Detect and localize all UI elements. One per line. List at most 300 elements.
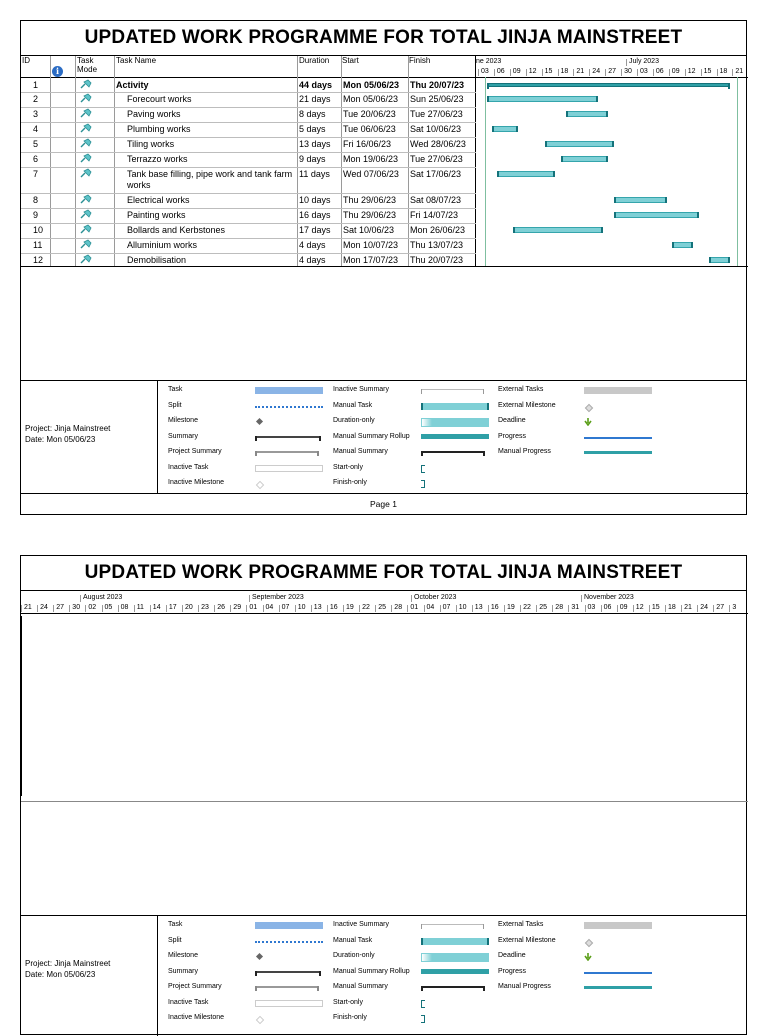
task-name: Forecourt works: [127, 94, 192, 104]
legend-label-progress: Progress: [498, 432, 527, 440]
day-tick-label: 13: [313, 604, 322, 611]
task-duration: 17 days: [299, 225, 331, 235]
task-duration: 10 days: [299, 195, 331, 205]
legend-label-split: Split: [168, 401, 182, 409]
manual-task-bar[interactable]: [614, 197, 667, 203]
table-row[interactable]: [21, 152, 476, 167]
col-header-duration[interactable]: Duration: [299, 56, 330, 65]
legend-symbol-external-tasks: [584, 387, 652, 394]
legend-symbol-inactive-task: [255, 465, 323, 472]
tick-separator: [605, 69, 606, 76]
day-tick-label: 07: [442, 604, 451, 611]
tick-separator: [359, 605, 360, 612]
manual-task-pin-icon: [79, 153, 92, 163]
legend-label-manual-summary: Manual Summary: [333, 983, 388, 990]
task-finish: Thu 13/07/23: [410, 240, 464, 250]
task-finish: Thu 20/07/23: [410, 255, 464, 265]
manual-task-pin-icon: [79, 224, 92, 234]
task-finish: Thu 20/07/23: [410, 80, 465, 90]
tick-separator: [621, 69, 622, 76]
month-separator: [581, 595, 582, 602]
day-tick-label: 18: [668, 604, 676, 611]
tick-separator: [230, 605, 231, 612]
legend-symbol-inactive-milestone: [255, 1015, 263, 1023]
day-tick-label: 21: [576, 68, 585, 75]
legend-symbol-inactive-summary: [421, 922, 483, 927]
task-name: Tiling works: [127, 139, 175, 149]
day-tick-label: 26: [217, 604, 225, 611]
legend-symbol-finish-only: [421, 480, 425, 488]
legend-label-inactive-summary: Inactive Summary: [333, 386, 390, 393]
tick-separator: [697, 605, 698, 612]
task-id: 10: [33, 225, 44, 235]
legend-symbol-deadline: [584, 953, 592, 963]
tick-separator: [536, 605, 537, 612]
legend-symbol-manual-summary-rollup: [421, 969, 489, 974]
task-duration: 8 days: [299, 109, 326, 119]
day-tick-label: 19: [346, 604, 354, 611]
tick-separator: [279, 605, 280, 612]
month-separator: [80, 595, 81, 602]
month-label: November 2023: [584, 594, 634, 601]
day-tick-label: 06: [603, 604, 612, 611]
tick-separator: [150, 605, 151, 612]
day-tick-label: 12: [635, 604, 644, 611]
manual-task-bar[interactable]: [513, 227, 603, 233]
task-duration: 44 days: [299, 80, 333, 90]
day-tick-label: 03: [481, 68, 489, 75]
legend-symbol-manual-summary-rollup: [421, 434, 489, 439]
tick-separator: [37, 605, 38, 612]
tick-separator: [69, 605, 70, 612]
tick-separator: [391, 605, 392, 612]
legend-label-project-summary: Project Summary: [168, 448, 222, 455]
tick-separator: [601, 605, 602, 612]
task-name: Terrazzo works: [127, 154, 188, 164]
task-finish: Mon 26/06/23: [410, 225, 466, 235]
page-title: UPDATED WORK PROGRAMME FOR TOTAL JINJA MAINSTREET: [21, 21, 746, 56]
legend-symbol-manual-summary: [421, 984, 483, 988]
tick-separator: [701, 69, 702, 76]
day-tick-label: 30: [72, 604, 81, 611]
tick-separator: [732, 69, 733, 76]
legend-symbol-progress: [584, 434, 652, 439]
day-tick-label: 15: [703, 68, 712, 75]
project-info: [25, 958, 110, 980]
tick-separator: [456, 605, 457, 612]
tick-separator: [424, 605, 425, 612]
day-tick-label: 21: [684, 604, 692, 611]
day-tick-label: 01: [249, 604, 258, 611]
month-label-june: ne 2023: [476, 58, 502, 65]
legend-symbol-start-only: [421, 465, 425, 473]
table-row[interactable]: [21, 167, 476, 193]
task-finish: Sat 10/06/23: [410, 124, 462, 134]
manual-task-bar[interactable]: [487, 96, 598, 102]
timescale-days: [21, 604, 748, 613]
page-number: Page 1: [370, 499, 397, 509]
project-start-line: [485, 77, 486, 266]
table-row[interactable]: [21, 223, 476, 238]
day-tick-label: 3: [732, 604, 737, 611]
legend-symbol-manual-task: [421, 938, 489, 945]
legend-label-project-summary: Project Summary: [168, 983, 222, 990]
col-header-task-mode[interactable]: Task Mode: [77, 56, 98, 74]
tick-separator: [669, 69, 670, 76]
tick-separator: [585, 605, 586, 612]
day-tick-label: 24: [592, 68, 601, 75]
tick-separator: [311, 605, 312, 612]
task-id: 6: [33, 154, 39, 164]
day-tick-label: 10: [297, 604, 306, 611]
day-tick-label: 12: [528, 68, 537, 75]
legend-symbol-finish-only: [421, 1015, 425, 1023]
legend-label-summary: Summary: [168, 967, 198, 975]
task-id: 5: [33, 139, 39, 149]
legend-symbol-manual-progress: [584, 984, 652, 989]
manual-task-bar[interactable]: [672, 242, 693, 248]
task-start: Sat 10/06/23: [343, 225, 395, 235]
legend-label-duration-only: Duration-only: [333, 952, 375, 959]
day-tick-label: 14: [152, 604, 161, 611]
tick-separator: [520, 605, 521, 612]
tick-separator: [198, 605, 199, 612]
page-1: [20, 20, 747, 515]
manual-task-pin-icon: [79, 254, 92, 264]
legend-label-external-milestone: External Milestone: [498, 936, 556, 944]
manual-task-bar[interactable]: [614, 212, 699, 218]
task-id: 2: [33, 94, 39, 104]
legend-label-inactive-summary: Inactive Summary: [333, 921, 390, 928]
tick-separator: [327, 605, 328, 612]
day-tick-label: 16: [490, 604, 499, 611]
legend-label-task: Task: [168, 921, 183, 928]
table-row[interactable]: [21, 208, 476, 223]
legend-symbol-external-milestone: [584, 403, 592, 411]
manual-task-bar[interactable]: [545, 141, 614, 147]
legend-label-inactive-milestone: Inactive Milestone: [168, 1014, 225, 1021]
legend-label-manual-task: Manual Task: [333, 936, 373, 944]
day-tick-label: 28: [394, 604, 403, 611]
manual-task-pin-icon: [79, 93, 92, 103]
tick-separator: [717, 69, 718, 76]
task-finish: Sat 08/07/23: [410, 195, 462, 205]
month-separator: [249, 595, 250, 602]
day-tick-label: 07: [281, 604, 290, 611]
task-id: 9: [33, 210, 39, 220]
table-row[interactable]: [21, 193, 476, 208]
day-tick-label: 05: [104, 604, 113, 611]
day-tick-label: 24: [40, 604, 48, 611]
manual-task-pin-icon: [79, 209, 92, 219]
legend-label-manual-summary-rollup: Manual Summary Rollup: [333, 432, 410, 440]
day-tick-label: 08: [120, 604, 129, 611]
manual-task-bar[interactable]: [561, 156, 609, 162]
manual-summary-bar[interactable]: [487, 83, 731, 87]
task-start: Mon 17/07/23: [343, 255, 399, 265]
legend-label-summary: Summary: [168, 432, 198, 440]
legend-divider: [157, 916, 158, 1036]
legend-symbol-project-summary: [255, 984, 317, 988]
day-tick-label: 27: [716, 604, 725, 611]
task-id: 1: [33, 80, 39, 90]
legend-label-milestone: Milestone: [168, 417, 198, 424]
info-icon: i: [52, 66, 63, 77]
task-duration: 11 days: [299, 169, 330, 179]
task-name: Paving works: [127, 109, 181, 119]
chart-bottom-line: [21, 801, 748, 802]
day-tick-label: 16: [329, 604, 338, 611]
legend-symbol-split: [255, 403, 323, 410]
legend-label-manual-summary: Manual Summary: [333, 448, 388, 455]
task-start: Tue 20/06/23: [343, 109, 396, 119]
day-tick-label: 28: [555, 604, 564, 611]
day-tick-label: 18: [560, 68, 569, 75]
tick-separator: [166, 605, 167, 612]
table-row[interactable]: [21, 238, 476, 253]
timescale-months: [21, 594, 748, 603]
legend-label-milestone: Milestone: [168, 952, 198, 959]
table-row[interactable]: [21, 107, 476, 122]
tick-separator: [263, 605, 264, 612]
day-tick-label: 12: [687, 68, 696, 75]
task-duration: 4 days: [299, 255, 326, 265]
legend-label-finish-only: Finish-only: [333, 479, 367, 486]
tick-separator: [343, 605, 344, 612]
task-start: Fri 16/06/23: [343, 139, 392, 149]
task-duration: 13 days: [299, 139, 331, 149]
legend-symbol-task: [255, 922, 323, 929]
table-row[interactable]: [21, 92, 476, 107]
tick-separator: [729, 605, 730, 612]
manual-task-pin-icon: [79, 79, 92, 89]
tick-separator: [478, 69, 479, 76]
tick-separator: [246, 605, 247, 612]
day-tick-label: 27: [608, 68, 616, 75]
legend-label-manual-task: Manual Task: [333, 401, 373, 409]
month-label: October 2023: [414, 594, 457, 601]
legend-symbol-progress: [584, 969, 652, 974]
legend-symbol-manual-progress: [584, 449, 652, 454]
day-tick-label: 13: [474, 604, 483, 611]
legend-label-external-tasks: External Tasks: [498, 386, 544, 393]
task-finish: Sun 25/06/23: [410, 94, 464, 104]
manual-task-pin-icon: [79, 108, 92, 118]
tick-separator: [407, 605, 408, 612]
manual-task-bar[interactable]: [497, 171, 555, 177]
month-label-july: July 2023: [629, 58, 659, 65]
tick-separator: [637, 69, 638, 76]
day-tick-label: 31: [571, 604, 580, 611]
tick-separator: [472, 605, 473, 612]
task-finish: Fri 14/07/23: [410, 210, 459, 220]
legend-divider: [157, 381, 158, 494]
task-id: 7: [33, 169, 39, 179]
table-row[interactable]: [21, 78, 476, 92]
table-row[interactable]: [21, 137, 476, 152]
day-tick-label: 22: [362, 604, 370, 611]
project-date: Date: Mon 05/06/23: [25, 435, 96, 444]
task-start: Thu 29/06/23: [343, 210, 397, 220]
tick-separator: [295, 605, 296, 612]
legend-label-start-only: Start-only: [333, 463, 363, 471]
tick-separator: [649, 605, 650, 612]
project-name: Project: Jinja Mainstreet: [25, 424, 111, 433]
tick-separator: [102, 605, 103, 612]
table-row[interactable]: [21, 122, 476, 137]
day-tick-label: 21: [24, 604, 32, 611]
table-row[interactable]: [21, 253, 476, 266]
manual-task-bar[interactable]: [492, 126, 519, 132]
legend-label-external-milestone: External Milestone: [498, 401, 556, 409]
tick-separator: [685, 69, 686, 76]
task-duration: 5 days: [299, 124, 326, 134]
project-finish-line: [737, 77, 738, 266]
legend-label-start-only: Start-only: [333, 998, 363, 1006]
legend-label-external-tasks: External Tasks: [498, 921, 544, 928]
day-tick-label: 25: [539, 604, 547, 611]
legend-panel: [21, 915, 746, 1036]
task-finish: Tue 27/06/23: [410, 154, 463, 164]
footer-line: [21, 493, 748, 494]
task-start: Mon 10/07/23: [343, 240, 399, 250]
tick-separator: [558, 69, 559, 76]
manual-task-pin-icon: [79, 123, 92, 133]
day-tick-label: 04: [426, 604, 435, 611]
day-tick-label: 03: [640, 68, 648, 75]
day-tick-label: 29: [233, 604, 242, 611]
legend-symbol-external-tasks: [584, 922, 652, 929]
tick-separator: [134, 605, 135, 612]
day-tick-label: 09: [619, 604, 628, 611]
page-2: [20, 555, 747, 1035]
tick-separator: [182, 605, 183, 612]
legend-symbol-summary: [255, 434, 321, 438]
legend-label-inactive-task: Inactive Task: [168, 998, 209, 1006]
task-duration: 21 days: [299, 94, 331, 104]
tick-separator: [617, 605, 618, 612]
day-tick-label: 15: [651, 604, 660, 611]
day-tick-label: 30: [624, 68, 632, 75]
task-name: Plumbing works: [127, 124, 191, 134]
tick-separator: [681, 605, 682, 612]
tick-separator: [214, 605, 215, 612]
legend-label-duration-only: Duration-only: [333, 417, 375, 424]
day-tick-label: 24: [700, 604, 708, 611]
day-tick-label: 15: [544, 68, 553, 75]
legend-label-manual-progress: Manual Progress: [498, 983, 551, 990]
legend-label-inactive-milestone: Inactive Milestone: [168, 479, 225, 486]
legend-symbol-manual-task: [421, 403, 489, 410]
legend-symbol-inactive-task: [255, 1000, 323, 1007]
day-tick-label: 01: [410, 604, 419, 611]
day-tick-label: 21: [735, 68, 744, 75]
tick-separator: [440, 605, 441, 612]
manual-task-pin-icon: [79, 239, 92, 249]
project-date: Date: Mon 05/06/23: [25, 970, 96, 979]
day-tick-label: 06: [655, 68, 664, 75]
project-name: Project: Jinja Mainstreet: [25, 959, 111, 968]
manual-task-pin-icon: [79, 168, 92, 178]
day-tick-label: 20: [185, 604, 193, 611]
task-name: Electrical works: [127, 195, 190, 205]
col-header-id[interactable]: ID: [22, 56, 30, 65]
tick-separator: [542, 69, 543, 76]
legend-symbol-split: [255, 938, 323, 945]
month-separator: [626, 59, 627, 66]
manual-task-bar[interactable]: [709, 257, 730, 263]
legend-symbol-duration-only: [421, 953, 489, 962]
day-tick-label: 03: [587, 604, 596, 611]
task-name: Painting works: [127, 210, 186, 220]
task-id: 8: [33, 195, 39, 205]
task-name: Alluminium works: [127, 240, 198, 250]
day-tick-label: 22: [523, 604, 531, 611]
task-finish: Sat 17/06/23: [410, 169, 462, 179]
col-header-finish[interactable]: Finish: [409, 56, 431, 65]
timescale-days: [476, 68, 748, 77]
legend-symbol-milestone: [255, 953, 262, 959]
header-divider: [21, 613, 748, 614]
tick-separator: [510, 69, 511, 76]
timescale-months: [476, 58, 748, 67]
tick-separator: [633, 605, 634, 612]
table-bottom-line: [21, 266, 748, 267]
task-start: Thu 29/06/23: [343, 195, 397, 205]
tick-separator: [713, 605, 714, 612]
legend-label-inactive-task: Inactive Task: [168, 463, 209, 471]
legend-label-deadline: Deadline: [498, 952, 526, 959]
month-label: August 2023: [83, 594, 123, 601]
tick-separator: [85, 605, 86, 612]
task-id: 4: [33, 124, 39, 134]
task-name: Tank base filling, pipe work and tank farm works: [127, 169, 293, 190]
legend-symbol-inactive-summary: [421, 387, 483, 392]
day-tick-label: 09: [671, 68, 680, 75]
tick-separator: [665, 605, 666, 612]
manual-task-pin-icon: [79, 138, 92, 148]
task-duration: 9 days: [299, 154, 326, 164]
day-tick-label: 06: [496, 68, 505, 75]
legend-symbol-deadline: [584, 418, 592, 428]
task-id: 3: [33, 109, 39, 119]
legend-symbol-project-summary: [255, 449, 317, 453]
legend-symbol-duration-only: [421, 418, 489, 427]
day-tick-label: 04: [265, 604, 274, 611]
col-header-task-name[interactable]: Task Name: [116, 56, 157, 65]
day-tick-label: 09: [512, 68, 521, 75]
task-duration: 16 days: [299, 210, 331, 220]
tick-separator: [504, 605, 505, 612]
legend-symbol-milestone: [255, 418, 262, 424]
task-start: Mon 05/06/23: [343, 94, 399, 104]
task-start: Mon 05/06/23: [343, 80, 400, 90]
task-id: 11: [33, 240, 43, 250]
day-tick-label: 02: [88, 604, 97, 611]
day-tick-label: 19: [507, 604, 515, 611]
task-name: Demobilisation: [127, 255, 187, 265]
month-separator: [411, 595, 412, 602]
legend-symbol-external-milestone: [584, 938, 592, 946]
legend-label-task: Task: [168, 386, 183, 393]
task-id: 12: [33, 255, 44, 265]
manual-task-pin-icon: [79, 194, 92, 204]
col-header-start[interactable]: Start: [342, 56, 359, 65]
day-tick-label: 10: [458, 604, 467, 611]
manual-task-bar[interactable]: [566, 111, 608, 117]
legend-label-manual-summary-rollup: Manual Summary Rollup: [333, 967, 410, 975]
tick-separator: [589, 69, 590, 76]
